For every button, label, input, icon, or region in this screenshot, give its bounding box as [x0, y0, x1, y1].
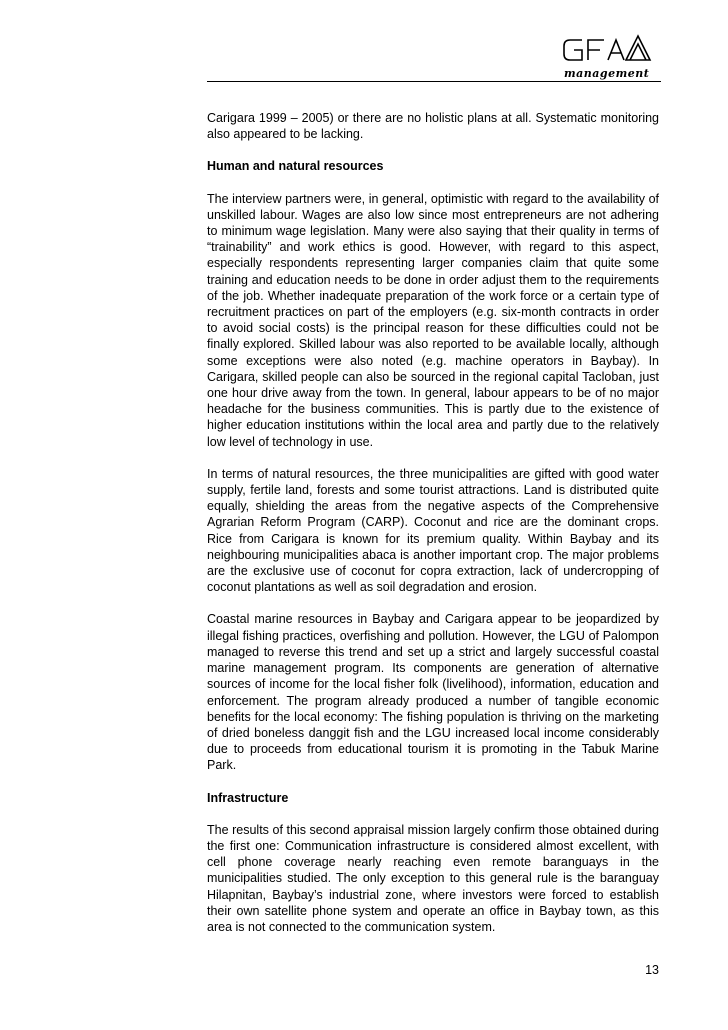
paragraph-5: The results of this second appraisal mission largely confirm those obtained during the first one: Communication infrastructure is considered almost excellent, with cell phone coverage nearly reaching even remote baranguays in the municipalities studied. The only exception to this general rule is the baranguay Hilapnitan, Baybay’s industrial zone, where investors were forced to establish their own satellite phone system and operate an office in Baybay town, as this area is not connected to the communication system. — [207, 822, 659, 934]
header-rule — [207, 81, 661, 82]
paragraph-2: The interview partners were, in general, optimistic with regard to the availability of unskilled labour. Wages are also low since most entrepreneurs are not adhering to minimum wage legislation. Many were also saying that their quality in terms of “trainability” and work ethics is good. However, with regard to this aspect, especially respondents representing larger companies claim that quite some training and education needs to be done in order adjust them to the requirements of the job. Whether inadequate preparation of the work force or a certain type of recruitment practices on part of the employers (e.g. six-month contracts in order to avoid social costs) is the principal reason for these difficulties could not be finally explored. Skilled labour was also reported to be available locally, although some exceptions were also noted (e.g. machine operators in Baybay). In Carigara, skilled people can also be sourced in the regional capital Tacloban, just one hour drive away from the town. In general, labour appears to be of no major headache for the business communities. This is partly due to the existence of higher education institutions within the local area and partly due to the relatively low level of technology in use. — [207, 191, 659, 449]
paragraph-4: Coastal marine resources in Baybay and Carigara appear to be jeopardized by illegal fishing practices, overfishing and pollution. However, the LGU of Palompon managed to reverse this trend and set up a strict and largely successful coastal marine management program. Its components are generation of alternative sources of income for the local fisher folk (livelihood), information, education and enforcement. The program already produced a number of tangible economic benefits for the local economy: The fishing population is thriving on the marketing of dried boneless danggit fish and the LGU increased local income considerably due to proceeds from educational tourism it is promoting in the Tabuk Marine Park. — [207, 612, 659, 773]
paragraph-3: In terms of natural resources, the three municipalities are gifted with good water supply, fertile land, forests and some tourist attractions. Land is distributed quite equally, shielding the areas from the negative aspects of the Comprehensive Agrarian Reform Program (CARP). Coconut and rice are the dominant crops. Rice from Carigara is known for its premium quality. Within Baybay and its neighbouring municipalities abaca is another important crop. The major problems are the exclusive use of coconut for copra extraction, lack of undercropping of coconut plantations as well as soil degradation and erosion. — [207, 466, 659, 595]
logo-subtext: management — [564, 67, 650, 80]
page-body — [207, 110, 659, 951]
heading-infrastructure: Infrastructure — [207, 790, 289, 805]
page-number: 13 — [645, 963, 659, 977]
paragraph-1: Carigara 1999 – 2005) or there are no holistic plans at all. Systematic monitoring also appeared to be lacking. — [207, 111, 659, 142]
gfa-logo-mark — [560, 32, 670, 68]
heading-human-natural-resources: Human and natural resources — [207, 159, 384, 174]
